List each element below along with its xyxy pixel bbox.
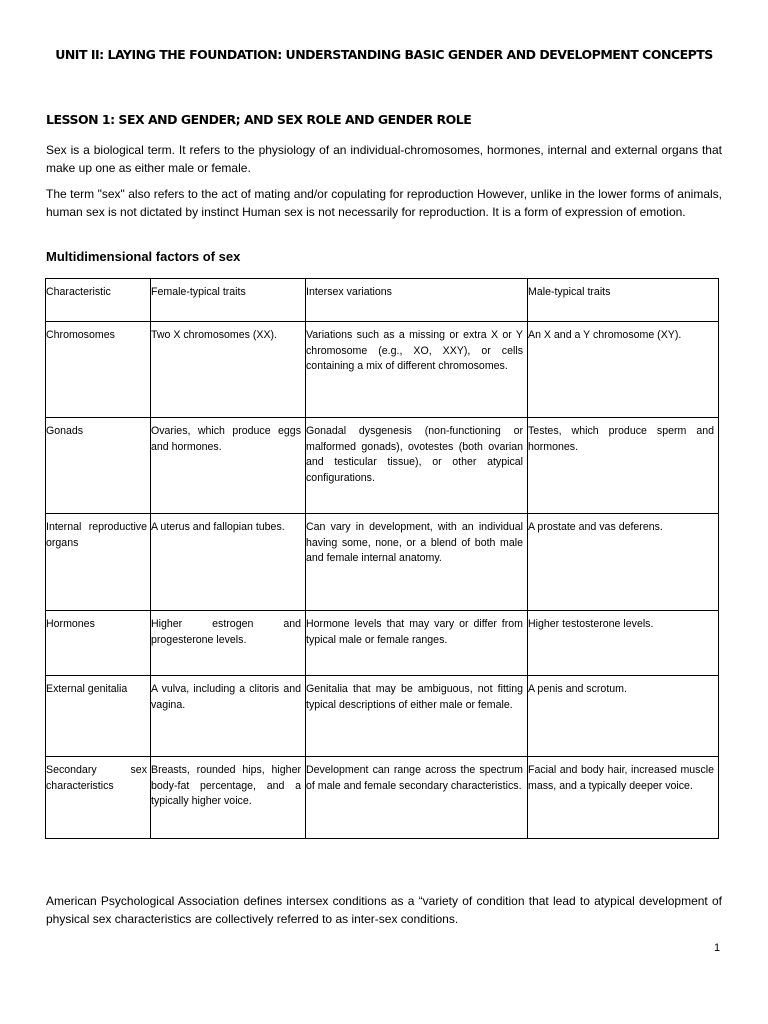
table-cell: Internal reproductive organs [46, 514, 151, 611]
table-row [46, 322, 719, 418]
paragraph-sex-term: The term "sex" also refers to the act of mating and/or copulating for reproduction However, unlike in the lower forms of animals, human sex is not dictated by instinct Human sex is not necessarily for reproduction. It is a form of expression of emotion. [46, 187, 722, 219]
header-characteristic: Characteristic [46, 279, 151, 322]
table-cell: Hormones [46, 611, 151, 676]
factors-table [45, 278, 719, 839]
table-cell: Testes, which produce sperm and hormones. [528, 418, 719, 514]
table-cell: Hormone levels that may vary or differ from typical male or female ranges. [306, 611, 528, 676]
table-cell: Gonadal dysgenesis (non-functioning or malformed gonads), ovotestes (both ovarian and testicular tissue), or other atypical configurations. [306, 418, 528, 514]
table-row [46, 611, 719, 676]
header-intersex: Intersex variations [306, 279, 528, 322]
table-cell: Ovaries, which produce eggs and hormones. [151, 418, 306, 514]
table-cell: A vulva, including a clitoris and vagina. [151, 676, 306, 757]
table-cell: Chromosomes [46, 322, 151, 418]
table-row [46, 514, 719, 611]
table-cell: Higher estrogen and progesterone levels. [151, 611, 306, 676]
unit-title: UNIT II: LAYING THE FOUNDATION: UNDERSTANDING BASIC GENDER AND DEVELOPMENT CONCEPTS [55, 47, 713, 62]
table-cell: Two X chromosomes (XX). [151, 322, 306, 418]
paragraph-sex-definition: Sex is a biological term. It refers to the physiology of an individual-chromosomes, hormones, internal and external organs that make up one as either male or female. [46, 143, 722, 175]
table-cell: External genitalia [46, 676, 151, 757]
table-cell: Higher testosterone levels. [528, 611, 719, 676]
paragraph-apa-definition: American Psychological Association defines intersex conditions as a “variety of condition that lead to atypical development of physical sex characteristics are collectively referred to as inter-sex conditions. [46, 894, 722, 926]
table-cell: Can vary in development, with an individual having some, none, or a blend of both male and female internal anatomy. [306, 514, 528, 611]
table-row [46, 418, 719, 514]
table-cell: An X and a Y chromosome (XY). [528, 322, 719, 418]
lesson-title: LESSON 1: SEX AND GENDER; AND SEX ROLE AND GENDER ROLE [46, 112, 472, 127]
header-female-typical: Female-typical traits [151, 279, 306, 322]
table-cell: Secondary sex characteristics [46, 757, 151, 839]
table-cell: Genitalia that may be ambiguous, not fitting typical descriptions of either male or female. [306, 676, 528, 757]
table-cell: A prostate and vas deferens. [528, 514, 719, 611]
table-cell: Breasts, rounded hips, higher body-fat percentage, and a typically higher voice. [151, 757, 306, 839]
page-number: 1 [714, 942, 721, 954]
table-row [46, 676, 719, 757]
section-heading: Multidimensional factors of sex [46, 249, 241, 264]
table-cell: A penis and scrotum. [528, 676, 719, 757]
header-male-typical: Male-typical traits [528, 279, 719, 322]
table-header-row [46, 279, 719, 322]
table-cell: Facial and body hair, increased muscle mass, and a typically deeper voice. [528, 757, 719, 839]
table-cell: A uterus and fallopian tubes. [151, 514, 306, 611]
table-cell: Variations such as a missing or extra X or Y chromosome (e.g., XO, XXY), or cells containing a mix of different chromosomes. [306, 322, 528, 418]
table-cell: Development can range across the spectrum of male and female secondary characteristics. [306, 757, 528, 839]
table-row [46, 757, 719, 839]
table-cell: Gonads [46, 418, 151, 514]
